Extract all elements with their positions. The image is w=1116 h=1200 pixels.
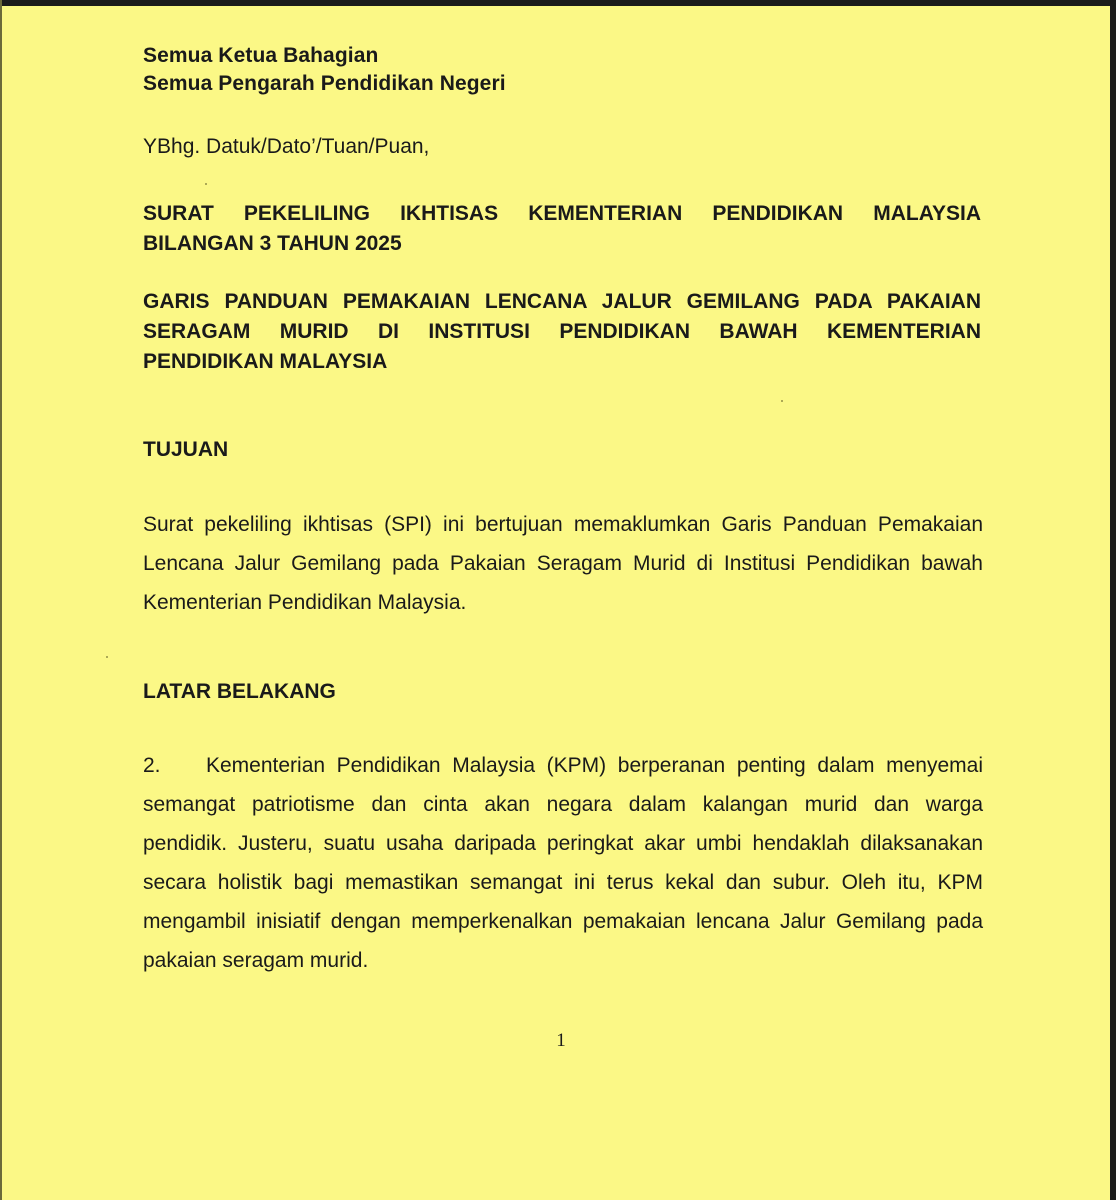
recipients-block — [143, 42, 506, 98]
paragraph-line: mengambil inisiatif dengan memperkenalkan pemakaian lencana Jalur Gemilang pada — [143, 910, 983, 933]
recipient-line: Semua Pengarah Pendidikan Negeri — [143, 72, 506, 95]
paragraph-line: Kementerian Pendidikan Malaysia. — [143, 591, 467, 614]
subject-line: GARIS PANDUAN PEMAKAIAN LENCANA JALUR GEMILANG PADA PAKAIAN — [143, 290, 981, 313]
circular-title-line: SURAT PEKELILING IKHTISAS KEMENTERIAN PENDIDIKAN MALAYSIA — [143, 202, 981, 225]
paragraph-line: Lencana Jalur Gemilang pada Pakaian Seragam Murid di Institusi Pendidikan bawah — [143, 552, 983, 575]
subject-line: SERAGAM MURID DI INSTITUSI PENDIDIKAN BAWAH KEMENTERIAN — [143, 320, 981, 343]
scan-edge-left — [0, 0, 2, 1200]
paragraph-first-line — [143, 746, 983, 785]
circular-title-line: BILANGAN 3 TAHUN 2025 — [143, 232, 402, 255]
circular-title — [143, 199, 981, 259]
scan-edge-right — [1110, 0, 1116, 1200]
subject-title — [143, 287, 981, 377]
scan-edge-top — [0, 0, 1116, 6]
page-number: 1 — [556, 1030, 566, 1051]
scan-speck — [781, 400, 783, 402]
section-heading-tujuan: TUJUAN — [143, 438, 229, 461]
paragraph-line: Surat pekeliling ikhtisas (SPI) ini bertujuan memaklumkan Garis Panduan Pemakaian — [143, 513, 983, 536]
section-heading-latar-belakang: LATAR BELAKANG — [143, 680, 336, 703]
paragraph-line: pakaian seragam murid. — [143, 949, 369, 972]
paragraph-line: secara holistik bagi memastikan semangat ini terus kekal dan subur. Oleh itu, KPM — [143, 871, 983, 894]
paragraph-latar-belakang — [143, 746, 983, 980]
paragraph-first-line-text: Kementerian Pendidikan Malaysia (KPM) berperanan penting dalam menyemai — [206, 754, 983, 777]
scan-speck — [205, 183, 207, 185]
paragraph-number: 2. — [143, 754, 161, 777]
scan-speck — [106, 656, 108, 658]
paragraph-line: semangat patriotisme dan cinta akan negara dalam kalangan murid dan warga — [143, 793, 983, 816]
recipient-line: Semua Ketua Bahagian — [143, 44, 379, 67]
salutation: YBhg. Datuk/Dato’/Tuan/Puan, — [143, 135, 430, 158]
subject-line: PENDIDIKAN MALAYSIA — [143, 350, 388, 373]
paragraph-tujuan — [143, 505, 983, 622]
paragraph-line: pendidik. Justeru, suatu usaha daripada peringkat akar umbi hendaklah dilaksanakan — [143, 832, 983, 855]
